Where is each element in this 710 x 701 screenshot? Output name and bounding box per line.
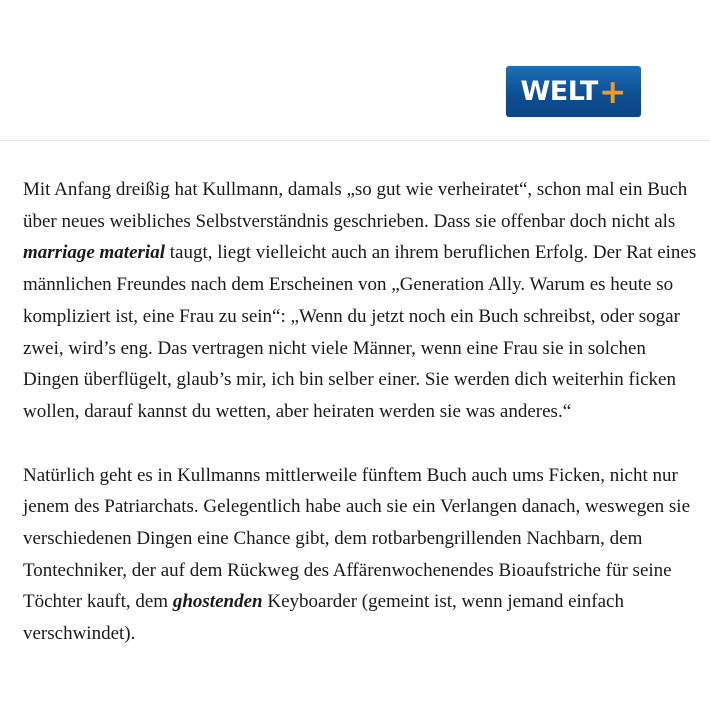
paragraph-1-emphasis: marriage material [23, 242, 165, 264]
paragraph-1-text-a: Mit Anfang dreißig hat Kullmann, damals „so gut wie verheiratet“, schon mal ein Buch über neues weibliches Selbstverständnis geschrieben. Dass sie offenbar doch nicht als [23, 179, 688, 232]
logo-word: WELT [520, 76, 598, 107]
site-header [0, 0, 710, 141]
logo-plus: + [598, 72, 627, 111]
article-paragraph-1 [23, 174, 703, 428]
welt-plus-logo[interactable] [506, 66, 641, 117]
paragraph-2-text-a: Natürlich geht es in Kullmanns mittlerweile fünftem Buch auch ums Ficken, nicht nur jenem des Patriarchats. Gelegentlich habe auch sie ein Verlangen danach, weswegen sie verschiedenen Dingen eine Chance gibt, dem rotbarbengrillenden Nachbarn, dem Tontechniker, der auf dem Rückweg des Affärenwochenendes Bioaufstriche für seine Töchter kauft, dem [23, 464, 691, 613]
article-paragraph-2 [23, 460, 703, 650]
article-body [23, 174, 703, 682]
paragraph-1-text-b: taugt, liegt vielleicht auch an ihrem beruflichen Erfolg. Der Rat eines männlichen Freundes nach dem Erscheinen von „Generation Ally. Warum es heute so kompliziert ist, eine Frau zu sein“: „Wenn du jetzt noch ein Buch schreibst, oder sogar zwei, wird’s eng. Das vertragen nicht viele Männer, wenn eine Frau sie in solchen Dingen überflügelt, glaub’s mir, ich bin selber einer. Sie werden dich weiterhin ficken wollen, darauf kannst du wetten, aber heiraten werden sie was anderes.“ [23, 242, 697, 422]
paragraph-2-text-b: Keyboarder (gemeint ist, wenn jemand einfach verschwindet). [23, 591, 624, 645]
paragraph-2-emphasis: ghostenden [172, 591, 263, 613]
